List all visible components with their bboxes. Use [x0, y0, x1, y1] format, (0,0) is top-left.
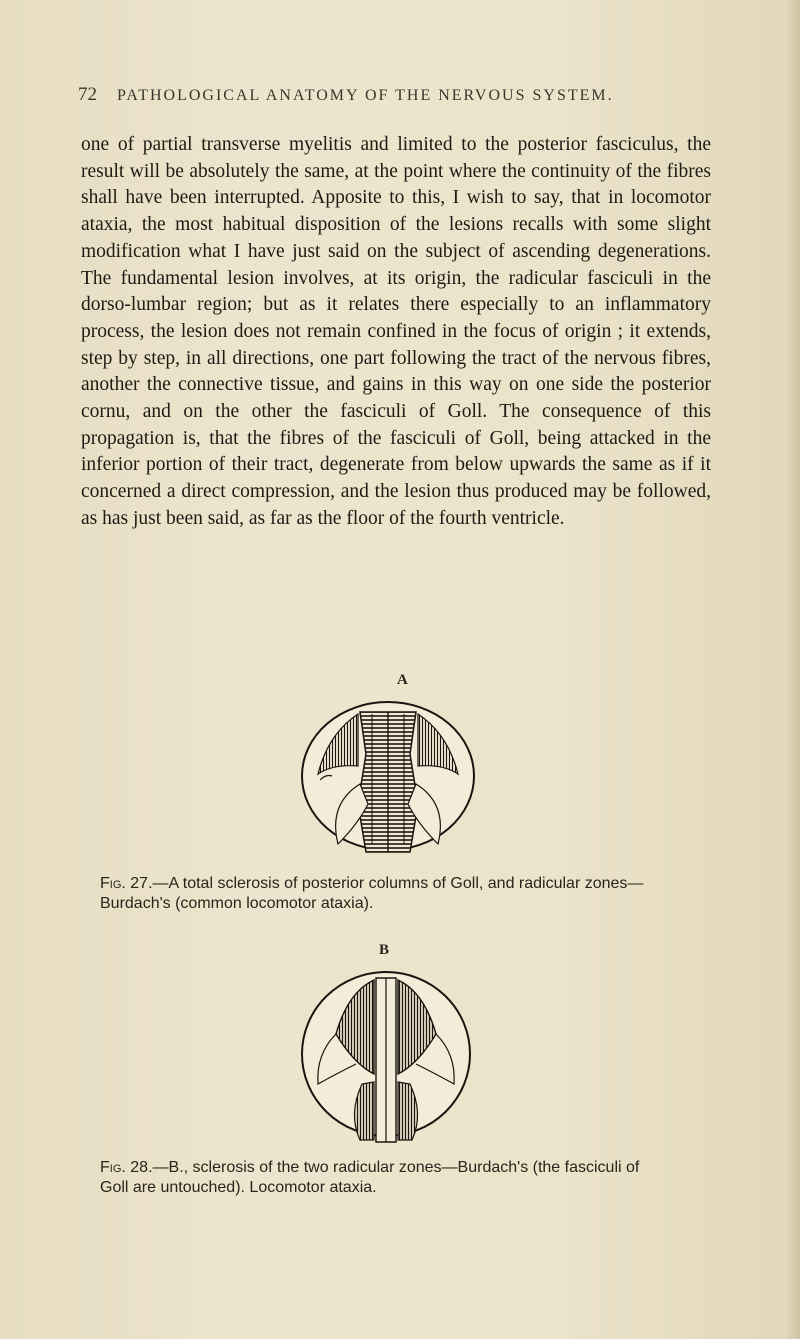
running-title: PATHOLOGICAL ANATOMY OF THE NERVOUS SYSTEM. — [117, 87, 614, 104]
figure-27-letter: A — [397, 672, 408, 688]
page-number: 72 — [78, 84, 97, 105]
running-header — [78, 84, 718, 106]
figure-27-caption — [100, 874, 660, 914]
figure-27-spinal-cord-section — [298, 694, 478, 864]
figure-28-letter: B — [379, 942, 390, 958]
figure-27-caption-text: —A total sclerosis of posterior columns of Goll, and radicular zones—Burdach's (common locomotor ataxia). — [100, 875, 644, 912]
figure-28-caption-text: —B., sclerosis of the two radicular zones—Burdach's (the fasciculi of Goll are untouched). Locomotor ataxia. — [100, 1159, 640, 1196]
figure-27-caption-label: Fig. 27. — [100, 875, 153, 892]
page-edge-shadow — [786, 0, 800, 1339]
body-paragraph: one of partial transverse myelitis and limited to the posterior fasciculus, the result will be absolutely the same, at the point where the continuity of the fibres shall have been interrupted. Apposite to this, I wish to say, that in locomotor ataxia, the most habitual disposition of the lesions recalls with some slight modification what I have just said on the subject of ascending degenerations. The fundamental lesion involves, at its origin, the radicular fasciculi in the dorso-lumbar region; but as it relates there especially to an inflammatory process, the lesion does not remain confined in the focus of origin ; it extends, step by step, in all directions, one part following the tract of the nervous fibres, another the connective tissue, and gains in this way on one side the posterior cornu, and on the other the fasciculi of Goll. The consequence of this propagation is, that the fibres of the fasciculi of Goll, being attacked in the inferior portion of their tract, degenerate from below upwards the same as if it concerned a direct compression, and the lesion thus produced may be followed, as has just been said, as far as the floor of the fourth ventricle. — [81, 134, 711, 529]
figure-28-spinal-cord-section — [296, 964, 476, 1148]
figure-28-caption — [100, 1158, 660, 1198]
figure-28-caption-label: Fig. 28. — [100, 1159, 153, 1176]
